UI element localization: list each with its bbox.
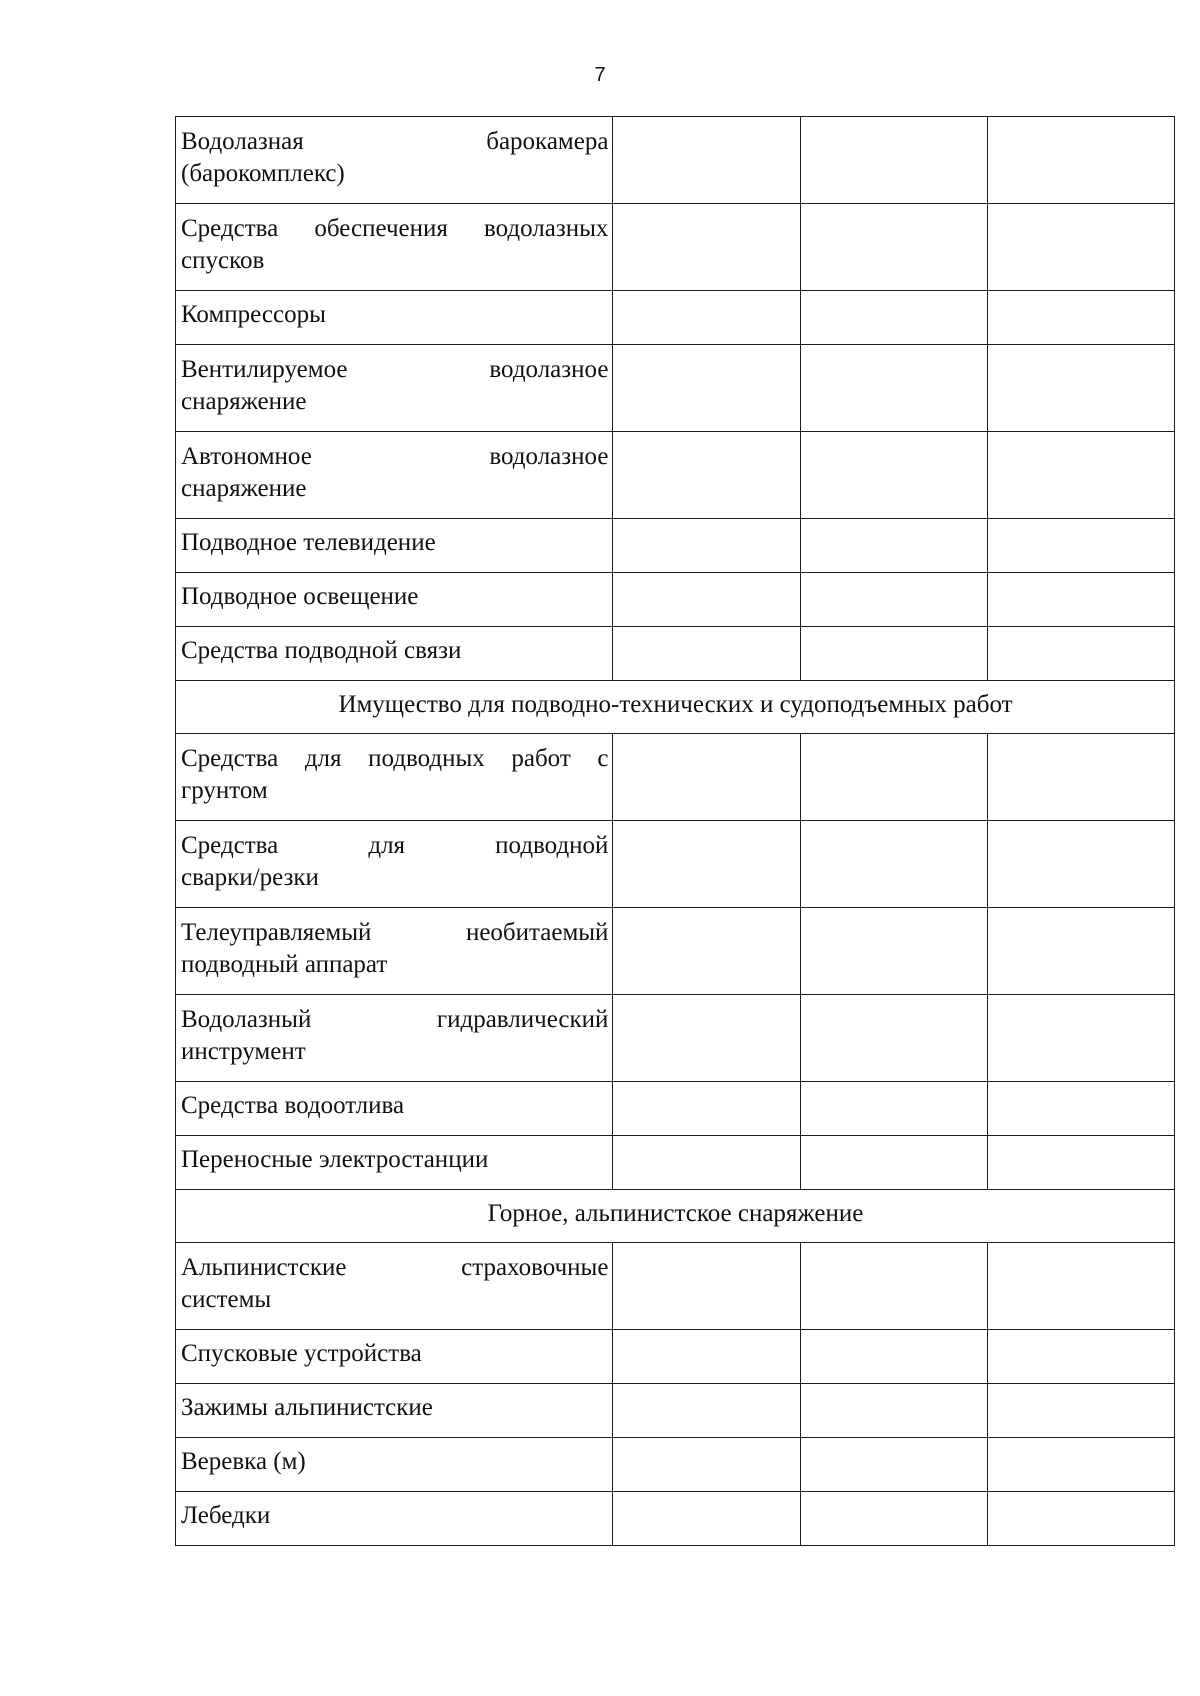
section-title: Горное, альпинистское снаряжение bbox=[176, 1190, 1175, 1243]
equipment-name-line1: Автономное водолазное bbox=[181, 443, 609, 470]
empty-value-cell bbox=[987, 117, 1174, 204]
page-number: 7 bbox=[594, 64, 606, 86]
empty-value-cell bbox=[987, 1438, 1174, 1492]
equipment-name-line1: Зажимы альпинистские bbox=[181, 1394, 433, 1421]
empty-value-cell bbox=[987, 204, 1174, 291]
empty-value-cell bbox=[800, 1492, 987, 1546]
equipment-name-cell bbox=[176, 908, 613, 995]
equipment-name-line1: Спусковые устройства bbox=[181, 1340, 422, 1367]
table-row bbox=[176, 1330, 1175, 1384]
empty-value-cell bbox=[613, 204, 800, 291]
equipment-name-line2: (барокомплекс) bbox=[181, 160, 345, 187]
equipment-name-line1: Водолазная барокамера bbox=[181, 128, 609, 155]
empty-value-cell bbox=[800, 117, 987, 204]
empty-value-cell bbox=[987, 291, 1174, 345]
empty-value-cell bbox=[987, 519, 1174, 573]
table-row bbox=[176, 1243, 1175, 1330]
equipment-table-body bbox=[176, 117, 1175, 1546]
empty-value-cell bbox=[800, 821, 987, 908]
empty-value-cell bbox=[613, 821, 800, 908]
table-row bbox=[176, 519, 1175, 573]
equipment-name-cell bbox=[176, 519, 613, 573]
empty-value-cell bbox=[613, 1438, 800, 1492]
table-row bbox=[176, 1384, 1175, 1438]
table-row bbox=[176, 573, 1175, 627]
equipment-name-line1: Водолазный гидравлический bbox=[181, 1006, 609, 1033]
equipment-name-line1: Подводное освещение bbox=[181, 583, 419, 610]
empty-value-cell bbox=[613, 1136, 800, 1190]
equipment-name-cell bbox=[176, 1243, 613, 1330]
equipment-name-line1: Подводное телевидение bbox=[181, 529, 436, 556]
equipment-name-cell bbox=[176, 627, 613, 681]
equipment-name-cell bbox=[176, 573, 613, 627]
table-row bbox=[176, 345, 1175, 432]
table-row bbox=[176, 734, 1175, 821]
equipment-name-line1: Средства для подводной bbox=[181, 832, 609, 859]
empty-value-cell bbox=[613, 1082, 800, 1136]
section-header-row bbox=[176, 1190, 1175, 1243]
empty-value-cell bbox=[987, 432, 1174, 519]
empty-value-cell bbox=[800, 291, 987, 345]
equipment-name-cell bbox=[176, 432, 613, 519]
section-header-row bbox=[176, 681, 1175, 734]
equipment-name-line2: спусков bbox=[181, 247, 265, 274]
empty-value-cell bbox=[800, 1243, 987, 1330]
equipment-name-line1: Средства для подводных работ с bbox=[181, 745, 609, 772]
empty-value-cell bbox=[987, 821, 1174, 908]
empty-value-cell bbox=[800, 432, 987, 519]
equipment-name-line1: Переносные электростанции bbox=[181, 1146, 489, 1173]
empty-value-cell bbox=[613, 1330, 800, 1384]
table-row bbox=[176, 908, 1175, 995]
equipment-name-cell bbox=[176, 1438, 613, 1492]
empty-value-cell bbox=[613, 627, 800, 681]
table-row bbox=[176, 291, 1175, 345]
empty-value-cell bbox=[987, 908, 1174, 995]
equipment-name-line2: грунтом bbox=[181, 777, 268, 804]
empty-value-cell bbox=[613, 519, 800, 573]
empty-value-cell bbox=[800, 1438, 987, 1492]
equipment-name-line2: снаряжение bbox=[181, 388, 307, 415]
equipment-name-line2: снаряжение bbox=[181, 475, 307, 502]
empty-value-cell bbox=[800, 1384, 987, 1438]
equipment-name-line2: сварки/резки bbox=[181, 864, 319, 891]
empty-value-cell bbox=[987, 1243, 1174, 1330]
equipment-name-cell bbox=[176, 995, 613, 1082]
empty-value-cell bbox=[800, 345, 987, 432]
empty-value-cell bbox=[613, 117, 800, 204]
equipment-name-cell bbox=[176, 1330, 613, 1384]
empty-value-cell bbox=[987, 627, 1174, 681]
empty-value-cell bbox=[800, 734, 987, 821]
table-row bbox=[176, 995, 1175, 1082]
equipment-name-line1: Лебедки bbox=[181, 1502, 271, 1529]
equipment-name-line1: Веревка (м) bbox=[181, 1448, 306, 1475]
empty-value-cell bbox=[800, 204, 987, 291]
table-row bbox=[176, 821, 1175, 908]
empty-value-cell bbox=[800, 573, 987, 627]
equipment-name-cell bbox=[176, 1082, 613, 1136]
equipment-name-cell bbox=[176, 1492, 613, 1546]
empty-value-cell bbox=[613, 1243, 800, 1330]
table-row bbox=[176, 627, 1175, 681]
empty-value-cell bbox=[800, 1082, 987, 1136]
empty-value-cell bbox=[800, 1136, 987, 1190]
equipment-table bbox=[175, 116, 1175, 1546]
equipment-name-cell bbox=[176, 734, 613, 821]
equipment-name-cell bbox=[176, 204, 613, 291]
empty-value-cell bbox=[613, 908, 800, 995]
empty-value-cell bbox=[800, 1330, 987, 1384]
empty-value-cell bbox=[987, 1384, 1174, 1438]
equipment-name-line1: Вентилируемое водолазное bbox=[181, 356, 609, 383]
table-row bbox=[176, 1082, 1175, 1136]
empty-value-cell bbox=[987, 995, 1174, 1082]
empty-value-cell bbox=[613, 1384, 800, 1438]
table-row bbox=[176, 1438, 1175, 1492]
equipment-name-line1: Телеуправляемый необитаемый bbox=[181, 919, 609, 946]
section-title: Имущество для подводно-технических и судоподъемных работ bbox=[176, 681, 1175, 734]
empty-value-cell bbox=[987, 573, 1174, 627]
equipment-name-line2: подводный аппарат bbox=[181, 951, 388, 978]
equipment-name-cell bbox=[176, 117, 613, 204]
equipment-name-line2: инструмент bbox=[181, 1038, 306, 1065]
empty-value-cell bbox=[613, 573, 800, 627]
empty-value-cell bbox=[800, 995, 987, 1082]
empty-value-cell bbox=[613, 1492, 800, 1546]
equipment-name-cell bbox=[176, 291, 613, 345]
table-row bbox=[176, 204, 1175, 291]
equipment-name-cell bbox=[176, 1384, 613, 1438]
empty-value-cell bbox=[613, 291, 800, 345]
table-row bbox=[176, 117, 1175, 204]
empty-value-cell bbox=[800, 627, 987, 681]
equipment-name-line1: Средства водоотлива bbox=[181, 1092, 405, 1119]
equipment-name-line1: Компрессоры bbox=[181, 301, 326, 328]
equipment-name-cell bbox=[176, 1136, 613, 1190]
equipment-name-cell bbox=[176, 821, 613, 908]
equipment-name-cell bbox=[176, 345, 613, 432]
empty-value-cell bbox=[987, 345, 1174, 432]
empty-value-cell bbox=[987, 734, 1174, 821]
empty-value-cell bbox=[613, 734, 800, 821]
empty-value-cell bbox=[613, 432, 800, 519]
table-row bbox=[176, 1492, 1175, 1546]
empty-value-cell bbox=[800, 908, 987, 995]
equipment-name-line1: Средства подводной связи bbox=[181, 637, 462, 664]
table-row bbox=[176, 1136, 1175, 1190]
empty-value-cell bbox=[987, 1492, 1174, 1546]
table-row bbox=[176, 432, 1175, 519]
empty-value-cell bbox=[800, 519, 987, 573]
equipment-name-line1: Средства обеспечения водолазных bbox=[181, 215, 609, 242]
equipment-name-line1: Альпинистские страховочные bbox=[181, 1254, 609, 1281]
empty-value-cell bbox=[613, 345, 800, 432]
empty-value-cell bbox=[987, 1136, 1174, 1190]
empty-value-cell bbox=[613, 995, 800, 1082]
equipment-name-line2: системы bbox=[181, 1286, 272, 1313]
empty-value-cell bbox=[987, 1330, 1174, 1384]
empty-value-cell bbox=[987, 1082, 1174, 1136]
